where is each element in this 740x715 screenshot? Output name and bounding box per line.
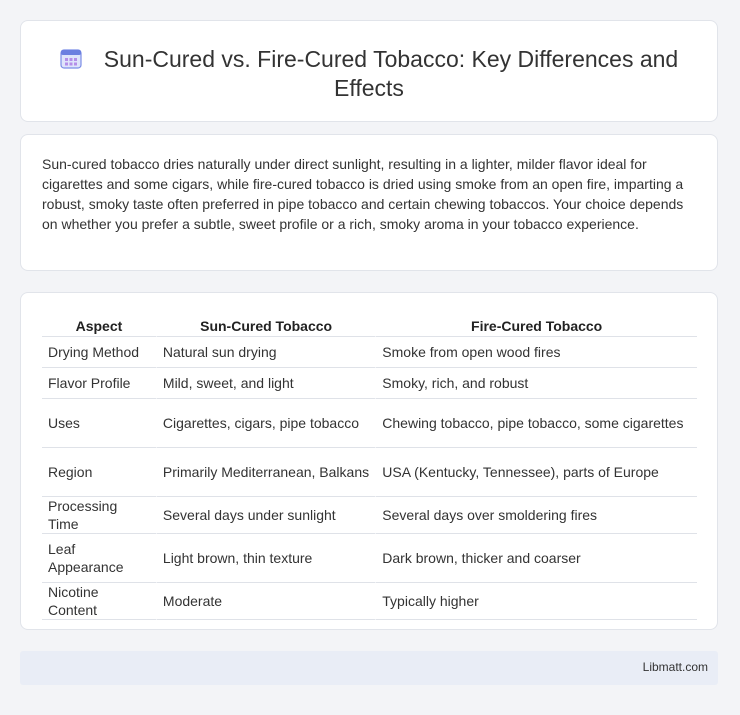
table-cell: Primarily Mediterranean, Balkans xyxy=(156,448,375,497)
table-cell: Natural sun drying xyxy=(156,337,375,368)
table-cell: Drying Method xyxy=(42,337,156,368)
table-row xyxy=(42,497,697,534)
footer-bar xyxy=(20,651,718,685)
table-cell: USA (Kentucky, Tennessee), parts of Europe xyxy=(375,448,697,497)
table-row xyxy=(42,448,697,497)
page-title-row xyxy=(21,45,717,103)
table-row xyxy=(42,337,697,368)
column-header-aspect: Aspect xyxy=(42,316,156,337)
table-cell: Region xyxy=(42,448,156,497)
table-cell: Several days under sunlight xyxy=(156,497,375,534)
table-row xyxy=(42,583,697,620)
comparison-table xyxy=(42,316,697,620)
table-cell: Light brown, thin texture xyxy=(156,534,375,583)
table-cell: Uses xyxy=(42,399,156,448)
intro-card xyxy=(20,134,718,271)
table-cell: Moderate xyxy=(156,583,375,620)
table-cell: Nicotine Content xyxy=(42,583,156,620)
table-cell: Several days over smoldering fires xyxy=(375,497,697,534)
table-row xyxy=(42,368,697,399)
page-title: Sun-Cured vs. Fire-Cured Tobacco: Key Differences and Effects xyxy=(103,46,679,101)
column-header-sun-cured: Sun-Cured Tobacco xyxy=(156,316,375,337)
intro-paragraph: Sun-cured tobacco dries naturally under direct sunlight, resulting in a lighter, milder flavor ideal for cigarettes and some cigars, while fire-cured tobacco is dried using smoke from an open fire, imparting a robust, smoky taste often preferred in pipe tobacco and certain chewing tobaccos. Your choice depends on whether you prefer a subtle, sweet profile or a rich, smoky aroma in your tobacco experience. xyxy=(42,156,684,232)
table-cell: Leaf Appearance xyxy=(42,534,156,583)
table-cell: Dark brown, thicker and coarser xyxy=(375,534,697,583)
column-header-fire-cured: Fire-Cured Tobacco xyxy=(375,316,697,337)
footer-brand-link[interactable]: Libmatt.com xyxy=(642,660,708,674)
table-cell: Flavor Profile xyxy=(42,368,156,399)
table-cell: Typically higher xyxy=(375,583,697,620)
table-header-row xyxy=(42,316,697,337)
table-cell: Mild, sweet, and light xyxy=(156,368,375,399)
table-cell: Smoky, rich, and robust xyxy=(375,368,697,399)
table-row xyxy=(42,399,697,448)
table-cell: Chewing tobacco, pipe tobacco, some cigarettes xyxy=(375,399,697,448)
table-cell: Cigarettes, cigars, pipe tobacco xyxy=(156,399,375,448)
table-cell: Processing Time xyxy=(42,497,156,534)
title-card xyxy=(20,20,718,122)
table-cell: Smoke from open wood fires xyxy=(375,337,697,368)
table-row xyxy=(42,534,697,583)
calendar-icon xyxy=(60,47,82,69)
